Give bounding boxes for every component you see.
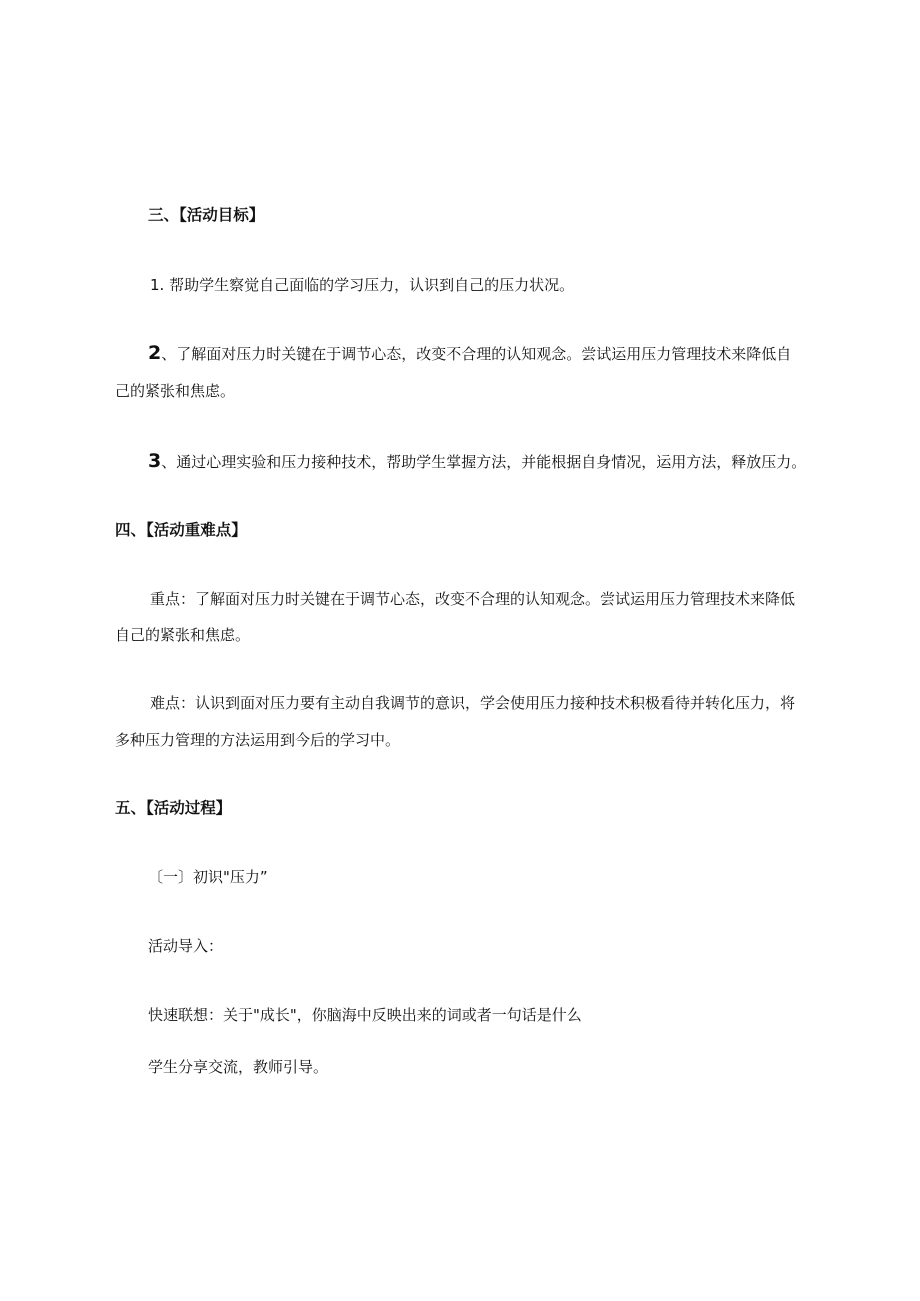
- difficult-point-line-1: 难点：认识到面对压力要有主动自我调节的意识，学会使用压力接种技术积极看待并转化压力，将: [150, 694, 796, 712]
- key-point-line-2: 自己的紧张和焦虑。: [115, 626, 251, 644]
- objective-3: [148, 451, 806, 472]
- student-sharing-text: 学生分享交流，教师引导。: [148, 1058, 329, 1076]
- difficult-point-line-2: 多种压力管理的方法运用到今后的学习中。: [115, 731, 401, 749]
- objective-1-text: 帮助学生察觉自己面临的学习压力，认识到自己的压力状况。: [169, 276, 575, 294]
- objective-2-line-2: 己的紧张和焦虑。: [115, 382, 236, 400]
- key-point-line-1: 重点：了解面对压力时关键在于调节心态，改变不合理的认知观念。尝试运用压力管理技术来降低: [150, 590, 796, 608]
- quick-association-prompt: 快速联想：关于"成长"，你脑海中反映出来的词或者一句话是什么: [148, 1006, 582, 1024]
- objective-2-line-1: [148, 343, 791, 364]
- section-4-heading: 四、【活动重难点】: [115, 521, 247, 539]
- section-5-heading: 五、【活动过程】: [115, 799, 232, 817]
- objective-2-text: 、了解面对压力时关键在于调节心态，改变不合理的认知观念。尝试运用压力管理技术来降低自: [161, 345, 792, 363]
- objective-1: [150, 275, 574, 295]
- section-3-heading: 三、【活动目标】: [148, 206, 265, 224]
- objective-1-number: 1.: [150, 276, 165, 294]
- objective-3-text: 、通过心理实验和压力接种技术，帮助学生掌握方法，并能根据自身情况，运用方法，释放压力。: [161, 453, 807, 471]
- objective-2-number: 2: [148, 342, 162, 364]
- activity-intro-label: 活动导入：: [148, 937, 224, 955]
- subsection-1-heading: 〔一〕初识"压力”: [148, 868, 268, 886]
- objective-3-number: 3: [148, 450, 162, 472]
